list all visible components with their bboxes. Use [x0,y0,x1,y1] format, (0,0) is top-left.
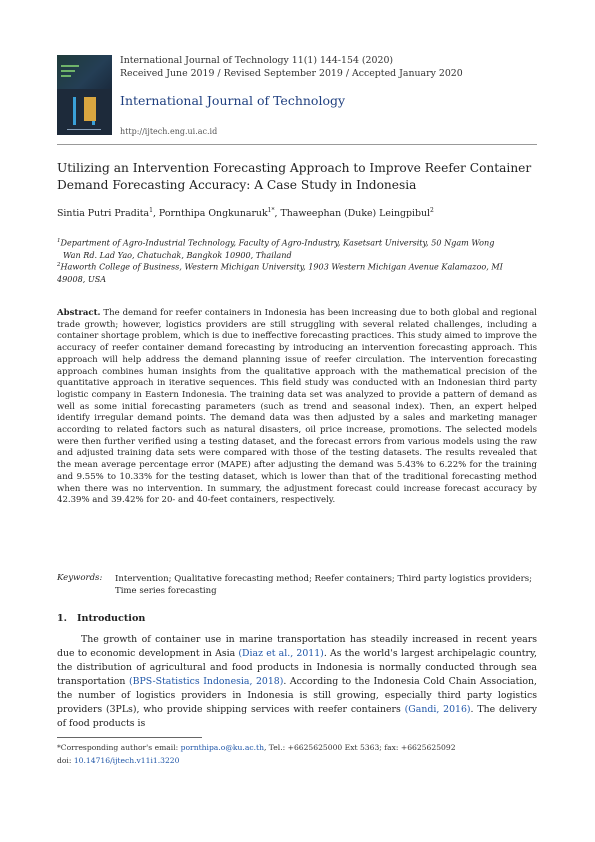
section-number: 1. [57,613,68,624]
paper-title [57,160,537,194]
introduction-paragraph [57,633,537,731]
header-divider [57,144,537,145]
footnote-text: doi: [57,756,74,765]
journal-cover-image [57,55,112,135]
keywords-text: Intervention; Qualitative forecasting method; Reefer containers; Third party logistics providers; Time series forecasting [115,574,532,596]
abstract-text: The demand for reefer containers in Indonesia has been increasing due to both global and regional trade growth; however, logistics providers are still struggling with several related challenges, including a container shortage problem, which is due to ineffective forecasting practices. This study aimed to improve the accuracy of reefer container demand forecasting by introducing an intervention forecasting approach. This approach will help address the demand planning issue of reefer circulation. The intervention forecasting approach combines human insights from the qualitative approach with the mathematical precision of the quantitative approach in iterative sequences. This field study was conducted with an Indonesian third party logistic company in Eastern Indonesia. The training data set was analyzed to provide a pattern of demand as well as some initial forecasting parameters (such as trend and seasonal index). Then, an expert helped identify irregular demand points. The demand data was then adjusted by a sales and marketing manager according to related factors such as natural disasters, oil price increase, promotions. The selected models were then further verified using a testing dataset, and the forecast errors from various models using the raw and adjusted training data sets were compared with those of the testing datasets. The results revealed that the mean average percentage error (MAPE) after adjusting the demand was 5.43% to 6.22% for the training and 9.55% to 10.33% for the testing dataset, which is lower than that of the traditional forecasting method when there was no intervention. In summary, the adjustment forecast could increase forecast accuracy by 42.39% and 39.42% for 20- and 40-feet containers, respectively. [57,308,537,506]
section-title: Introduction [77,613,146,624]
affiliation-text: 49008, USA [57,273,107,284]
author-sup: 1 [149,207,153,214]
doi-link[interactable]: 10.14716/ijtech.v11i1.3220 [73,756,180,765]
author-separator: , [274,208,281,220]
keywords-label: Keywords: [57,573,103,583]
paragraph-text: . According to the Indonesia Cold Chain Association, the number of logistics providers in Indonesia is still growing, especially third party logistics providers (3PLs), who provide shipping services with reefer containers [57,676,537,715]
affiliation-text: Department of Agro-Industrial Technology, Faculty of Agro-Industry, Kasetsart University, 50 Ngam Wong [60,237,495,248]
email-link[interactable]: pornthipa.o@ku.ac.th [180,743,264,752]
affiliation-text: Haworth College of Business, Western Michigan University, 1903 Western Michigan Avenue Kalamazoo, MI [60,261,503,272]
paragraph-text: . As the world's largest archipelagic country, the distribution of agricultural and food products in Indonesia is normally conducted through sea transportation [57,648,537,687]
doi-note [57,755,537,766]
affiliation-1 [57,235,537,261]
citation-line: International Journal of Technology 11(1) 144-154 (2020) [120,55,394,66]
section-heading [57,613,145,624]
authors [57,207,434,219]
citation-link[interactable]: (BPS-Statistics Indonesia, 2018) [128,676,284,687]
affiliation-sup: 1 [57,238,61,244]
affiliation-text: Wan Rd. Lad Yao, Chatuchak, Bangkok 10900, Thailand [63,249,292,260]
author-sup: 2 [430,207,434,214]
author-name: Pornthipa Ongkunaruk [158,208,268,220]
author-name: Thaweephan (Duke) Leingpibul [280,208,431,220]
author-separator: , [152,208,159,220]
abstract [57,308,537,507]
author-name: Sintia Putri Pradita [57,208,150,220]
footnote-text: , Tel.: +6625625000 Ext 5363; fax: +6625625092 [263,743,456,752]
paragraph-text: . The delivery of food products is [57,704,537,729]
paragraph-text: The growth of container use in marine transportation has steadily increased in recent years due to economic development in Asia [57,634,537,659]
citation-link[interactable]: (Diaz et al., 2011) [238,648,324,659]
journal-url[interactable]: http://ijtech.eng.ui.ac.id [120,127,218,136]
footnote-text: *Corresponding author's email: [57,743,181,752]
journal-name: International Journal of Technology [120,93,346,108]
title-line-1: Utilizing an Intervention Forecasting Approach to Improve Reefer Container [57,161,532,175]
abstract-label: Abstract. [57,308,101,318]
citation-link[interactable]: (Gandi, 2016) [404,704,471,715]
author-sup: 1* [267,207,275,214]
corresponding-author-note [57,742,537,753]
affiliation-2 [57,259,537,285]
title-line-2: Demand Forecasting Accuracy: A Case Study in Indonesia [57,178,417,192]
affiliation-sup: 2 [57,262,61,268]
dates-line: Received June 2019 / Revised September 2019 / Accepted January 2020 [120,68,463,79]
footnote-divider [57,737,202,738]
